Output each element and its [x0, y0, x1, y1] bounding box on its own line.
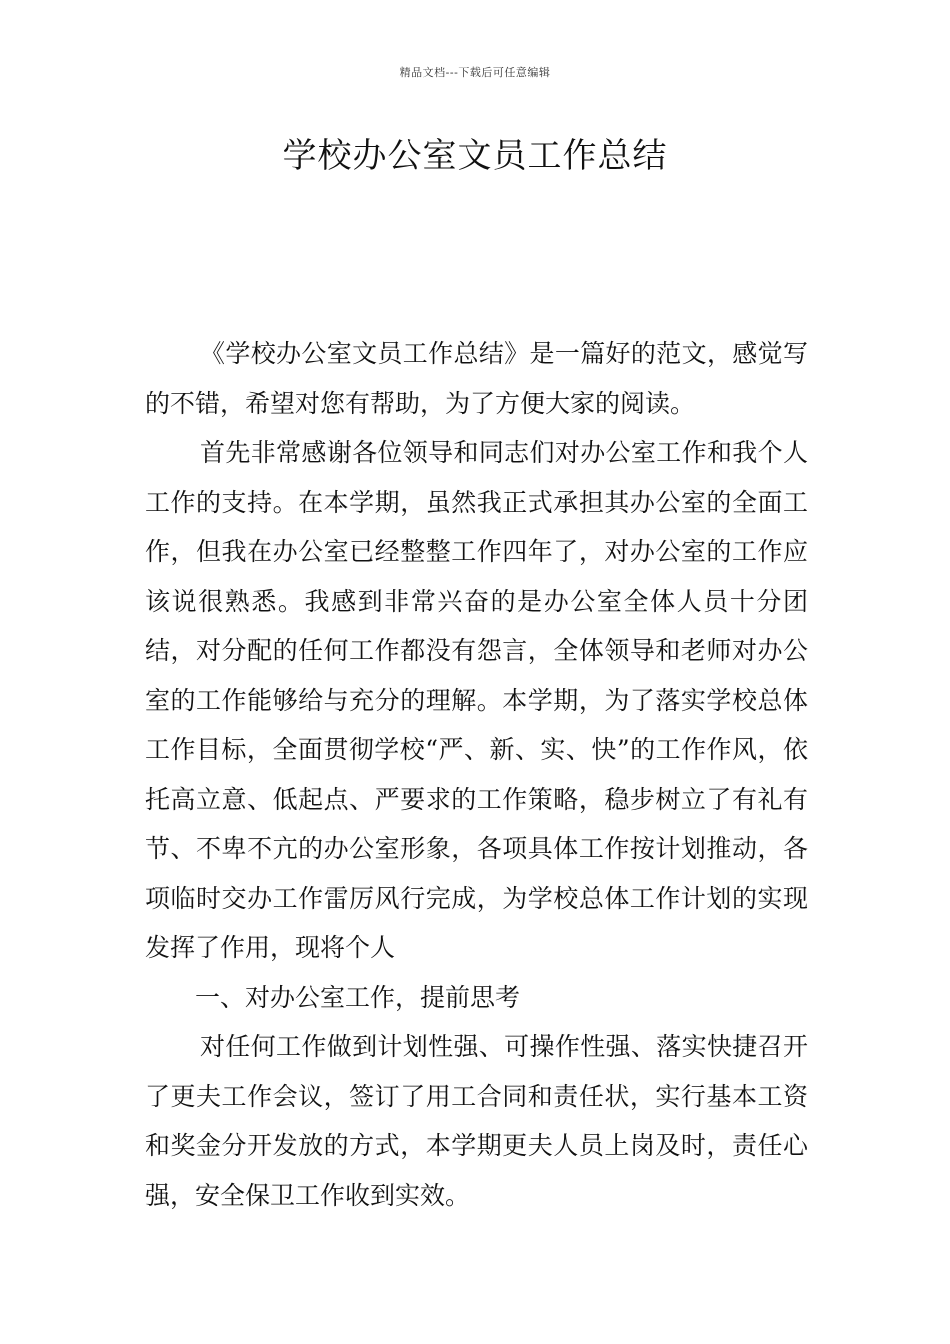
document-title: 学校办公室文员工作总结 [282, 136, 668, 176]
intro-paragraph: 《学校办公室文员工作总结》是一篇好的范文，感觉写的不错，希望对您有帮助，为了方便大家的阅读。 [145, 339, 808, 418]
body-paragraph: 对任何工作做到计划性强、可操作性强、落实快捷召开了更夫工作会议，签订了用工合同和责任状，实行基本工资和奖金分开发放的方式，本学期更夫人员上岗及时，责任心强，安全保卫工作收到实效。 [145, 1032, 808, 1210]
body-paragraph: 首先非常感谢各位领导和同志们对办公室工作和我个人工作的支持。在本学期，虽然我正式承担其办公室的全面工作，但我在办公室已经整整工作四年了，对办公室的工作应该说很熟悉。我感到非常兴奋的是办公室全体人员十分团结，对分配的任何工作都没有怨言，全体领导和老师对办公室的工作能够给与充分的理解。本学期，为了落实学校总体工作目标，全面贯彻学校“严、新、实、快”的工作作风，依托高立意、低起点、严要求的工作策略，稳步树立了有礼有节、不卑不亢的办公室形象，各项具体工作按计划推动，各项临时交办工作雷厉风行完成，为学校总体工作计划的实现发挥了作用，现将个人 [145, 438, 808, 962]
document-body [145, 329, 808, 1220]
page-header-note: 精品文档---下载后可任意编辑 [399, 66, 551, 79]
section-heading: 一、对办公室工作，提前思考 [195, 982, 521, 1012]
